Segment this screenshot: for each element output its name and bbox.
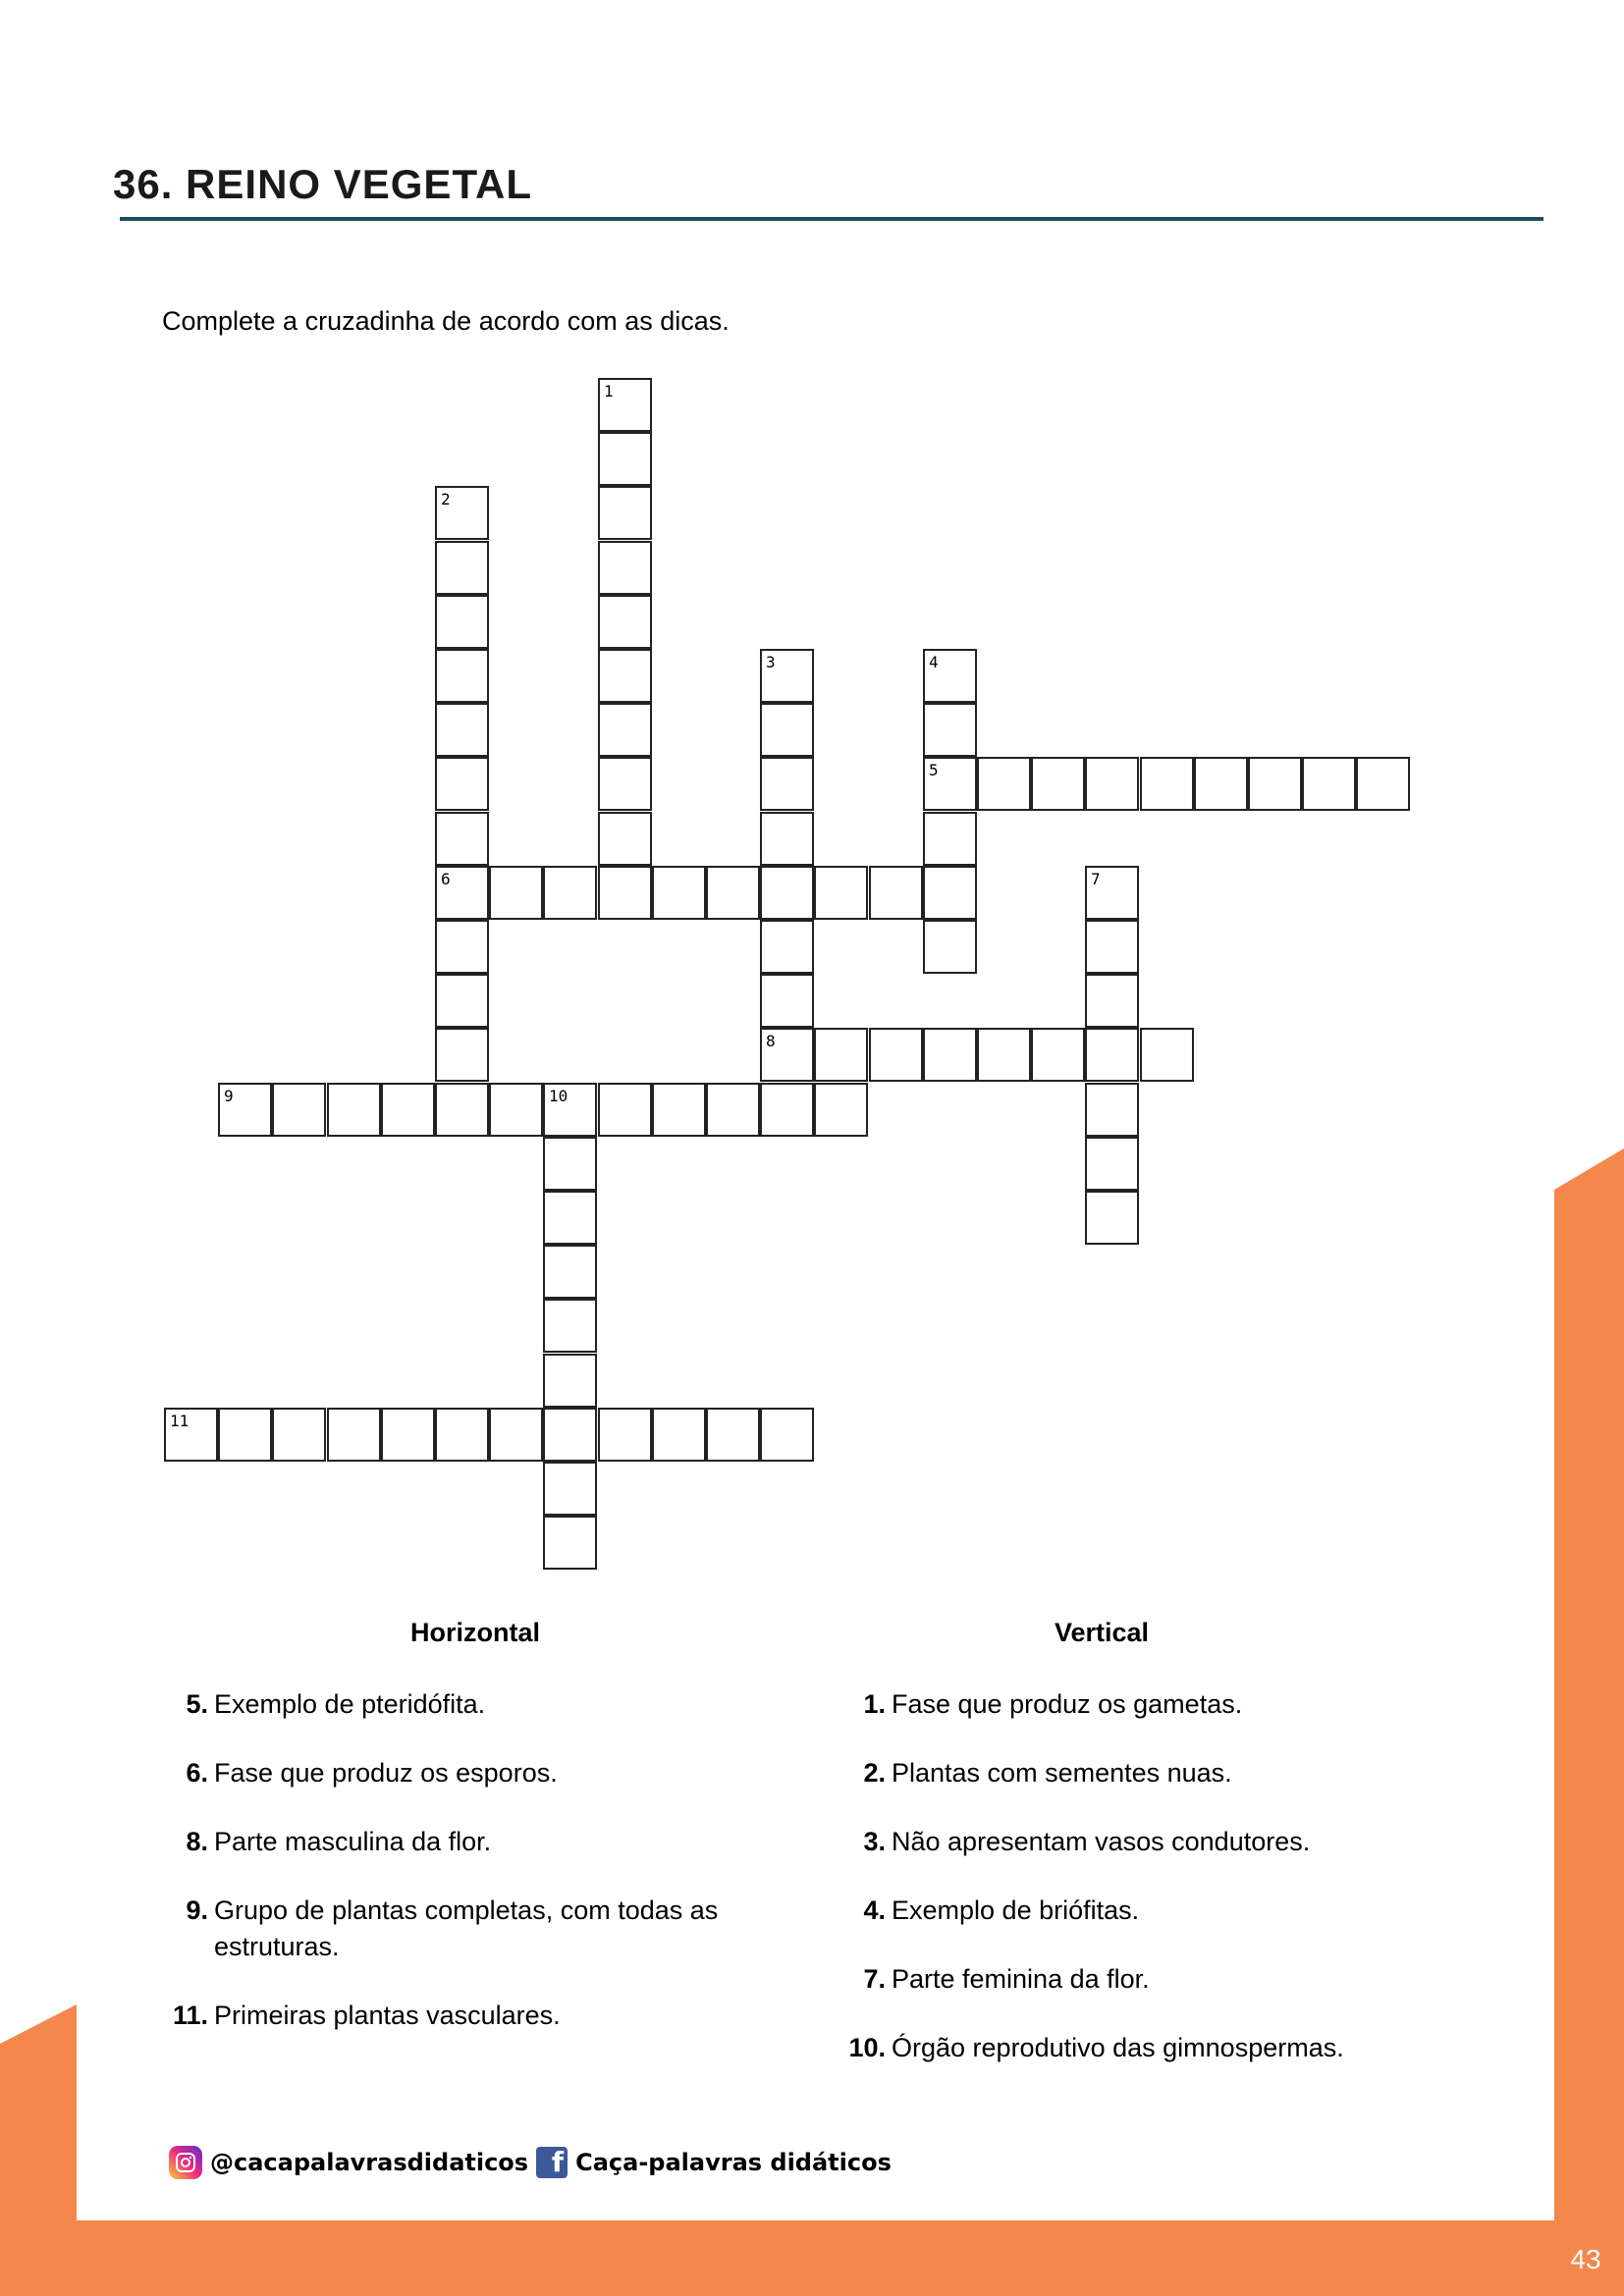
crossword-cell[interactable] [435, 1408, 489, 1462]
crossword-cell[interactable] [435, 595, 489, 649]
vertical-heading: Vertical [1054, 1618, 1150, 1647]
crossword-cell[interactable] [598, 1408, 652, 1462]
horizontal-heading: Horizontal [410, 1618, 540, 1647]
crossword-cell[interactable] [543, 1516, 597, 1570]
crossword-cell[interactable] [543, 1245, 597, 1299]
clue-number: 2. [863, 1758, 886, 1788]
facebook-icon[interactable]: f [536, 2147, 568, 2178]
crossword-cell[interactable] [706, 1408, 760, 1462]
clue-item [842, 1824, 1471, 1860]
crossword-cell[interactable] [869, 1028, 923, 1082]
crossword-cell[interactable] [760, 974, 814, 1028]
crossword-cell[interactable] [543, 1137, 597, 1191]
clue-number: 9. [186, 1896, 208, 1925]
crossword-cell[interactable] [327, 1408, 381, 1462]
clue-item [842, 2030, 1471, 2066]
crossword-cell[interactable] [489, 1083, 543, 1137]
clue-item [842, 1686, 1471, 1723]
crossword-cell[interactable] [272, 1408, 326, 1462]
clue-number-label: 3 [766, 653, 776, 671]
clue-text: Exemplo de pteridófita. [214, 1689, 486, 1719]
clue-number-label: 2 [441, 490, 451, 508]
vertical-clue-list [842, 1686, 1471, 2066]
clue-number-label: 8 [766, 1032, 776, 1050]
clue-item [165, 1998, 774, 2034]
clue-number-label: 1 [604, 382, 614, 400]
crossword-cell[interactable] [598, 812, 652, 866]
crossword-cell[interactable] [598, 649, 652, 703]
crossword-cell[interactable] [1356, 757, 1410, 811]
crossword-cell[interactable] [760, 866, 814, 920]
crossword-cell[interactable] [923, 1028, 977, 1082]
clue-number-label: 9 [224, 1087, 234, 1105]
clue-number: 4. [863, 1896, 886, 1925]
crossword-cell[interactable] [218, 1408, 272, 1462]
horizontal-clue-list [165, 1686, 774, 2034]
crossword-cell[interactable] [435, 974, 489, 1028]
crossword-cell[interactable] [598, 432, 652, 486]
crossword-cell[interactable] [760, 757, 814, 811]
crossword-cell[interactable] [489, 866, 543, 920]
crossword-cell[interactable] [1140, 757, 1194, 811]
clue-text: Primeiras plantas vasculares. [214, 2001, 561, 2030]
clue-text: Exemplo de briófitas. [892, 1896, 1140, 1925]
crossword-cell[interactable] [598, 541, 652, 595]
clue-number: 10. [848, 2033, 886, 2062]
crossword-cell[interactable] [814, 1083, 868, 1137]
crossword-cell[interactable] [760, 1408, 814, 1462]
crossword-cell[interactable] [598, 1083, 652, 1137]
crossword-cell[interactable] [598, 378, 652, 432]
clue-text: Plantas com sementes nuas. [892, 1758, 1232, 1788]
crossword-cell[interactable] [435, 703, 489, 757]
clue-item [165, 1824, 774, 1860]
crossword-cell[interactable] [1085, 1191, 1139, 1245]
clue-item [842, 1755, 1471, 1791]
clue-item [165, 1686, 774, 1723]
crossword-cell[interactable] [1085, 1028, 1139, 1082]
crossword-cell[interactable] [1085, 1137, 1139, 1191]
crossword-cell[interactable] [164, 1408, 218, 1462]
clue-number: 3. [863, 1827, 886, 1856]
crossword-cell[interactable] [435, 1083, 489, 1137]
crossword-cell[interactable] [1085, 1083, 1139, 1137]
clue-number-label: 7 [1091, 870, 1101, 888]
crossword-cell[interactable] [543, 1408, 597, 1462]
crossword-cell[interactable] [923, 649, 977, 703]
clue-number-label: 10 [549, 1087, 568, 1105]
clue-number: 11. [172, 2001, 208, 2030]
crossword-cell[interactable] [1085, 757, 1139, 811]
clue-item [165, 1755, 774, 1791]
crossword-cell[interactable] [598, 757, 652, 811]
clue-number: 6. [186, 1758, 208, 1788]
crossword-cell[interactable] [760, 1028, 814, 1082]
crossword-cell[interactable] [923, 920, 977, 974]
instagram-icon[interactable] [169, 2146, 202, 2179]
clue-number: 5. [186, 1689, 208, 1719]
orange-corner-decoration [0, 2004, 77, 2230]
clue-number: 8. [186, 1827, 208, 1856]
clue-text: Não apresentam vasos condutores. [892, 1827, 1311, 1856]
crossword-cell[interactable] [381, 1083, 435, 1137]
crossword-cell[interactable] [543, 866, 597, 920]
crossword-cell[interactable] [489, 1408, 543, 1462]
facebook-page-name[interactable]: Caça-palavras didáticos [575, 2149, 892, 2176]
crossword-cell[interactable] [814, 866, 868, 920]
crossword-cell[interactable] [327, 1083, 381, 1137]
crossword-cell[interactable] [814, 1028, 868, 1082]
crossword-cell[interactable] [706, 1083, 760, 1137]
crossword-cell[interactable] [435, 866, 489, 920]
crossword-cell[interactable] [923, 812, 977, 866]
clue-text: Grupo de plantas completas, com todas as estruturas. [214, 1896, 719, 1961]
crossword-cell[interactable] [543, 1354, 597, 1408]
crossword-cell[interactable] [869, 866, 923, 920]
clue-text: Parte masculina da flor. [214, 1827, 492, 1856]
crossword-cell[interactable] [1085, 920, 1139, 974]
crossword-cell[interactable] [760, 920, 814, 974]
crossword-cell[interactable] [760, 812, 814, 866]
crossword-cell[interactable] [543, 1299, 597, 1353]
clue-item [842, 1961, 1471, 1998]
crossword-cell[interactable] [706, 866, 760, 920]
crossword-cell[interactable] [760, 649, 814, 703]
crossword-cell[interactable] [1140, 1028, 1194, 1082]
crossword-cell[interactable] [760, 703, 814, 757]
crossword-cell[interactable] [543, 1083, 597, 1137]
crossword-cell[interactable] [760, 1083, 814, 1137]
crossword-cell[interactable] [381, 1408, 435, 1462]
crossword-cell[interactable] [1194, 757, 1248, 811]
instructions: Complete a cruzadinha de acordo com as dicas. [162, 306, 730, 336]
crossword-cell[interactable] [435, 541, 489, 595]
crossword-cell[interactable] [1085, 866, 1139, 920]
crossword-cell[interactable] [543, 1462, 597, 1516]
crossword-cell[interactable] [1248, 757, 1302, 811]
clue-number: 1. [863, 1689, 886, 1719]
page-number: 43 [1570, 2244, 1601, 2274]
crossword-cell[interactable] [218, 1083, 272, 1137]
crossword-cell[interactable] [543, 1191, 597, 1245]
page-title: 36. REINO VEGETAL [113, 161, 532, 207]
crossword-cell[interactable] [923, 866, 977, 920]
crossword-cell[interactable] [1085, 974, 1139, 1028]
crossword-cell[interactable] [652, 1408, 706, 1462]
crossword-cell[interactable] [272, 1083, 326, 1137]
crossword-cell[interactable] [977, 757, 1031, 811]
crossword-cell[interactable] [598, 703, 652, 757]
crossword-cell[interactable] [977, 1028, 1031, 1082]
instagram-handle[interactable]: @cacapalavrasdidaticos [210, 2149, 529, 2176]
crossword-cell[interactable] [1302, 757, 1356, 811]
crossword-cell[interactable] [435, 649, 489, 703]
clue-number: 7. [863, 1964, 886, 1994]
clue-item [842, 1893, 1471, 1929]
crossword-cell[interactable] [652, 1083, 706, 1137]
clue-item [165, 1893, 764, 1965]
crossword-cell[interactable] [435, 1028, 489, 1082]
clue-number-label: 4 [929, 653, 939, 671]
crossword-cell[interactable] [1031, 757, 1085, 811]
crossword-cell[interactable] [598, 866, 652, 920]
footer [169, 2146, 892, 2179]
clue-number-label: 5 [929, 761, 939, 779]
crossword-cell[interactable] [1031, 1028, 1085, 1082]
crossword-cell[interactable] [598, 486, 652, 540]
clue-number-label: 11 [170, 1412, 189, 1430]
clue-text: Parte feminina da flor. [892, 1964, 1150, 1994]
clue-text: Órgão reprodutivo das gimnospermas. [892, 2033, 1344, 2062]
clue-text: Fase que produz os gametas. [892, 1689, 1243, 1719]
crossword-cell[interactable] [598, 595, 652, 649]
clue-text: Fase que produz os esporos. [214, 1758, 558, 1788]
crossword-cell[interactable] [923, 757, 977, 811]
crossword-cell[interactable] [923, 703, 977, 757]
orange-footer-band [0, 2220, 1624, 2296]
crossword-cell[interactable] [435, 920, 489, 974]
clue-number-label: 6 [441, 870, 451, 888]
crossword-cell[interactable] [435, 757, 489, 811]
crossword-cell[interactable] [435, 812, 489, 866]
crossword-cell[interactable] [652, 866, 706, 920]
crossword-cell[interactable] [435, 486, 489, 540]
